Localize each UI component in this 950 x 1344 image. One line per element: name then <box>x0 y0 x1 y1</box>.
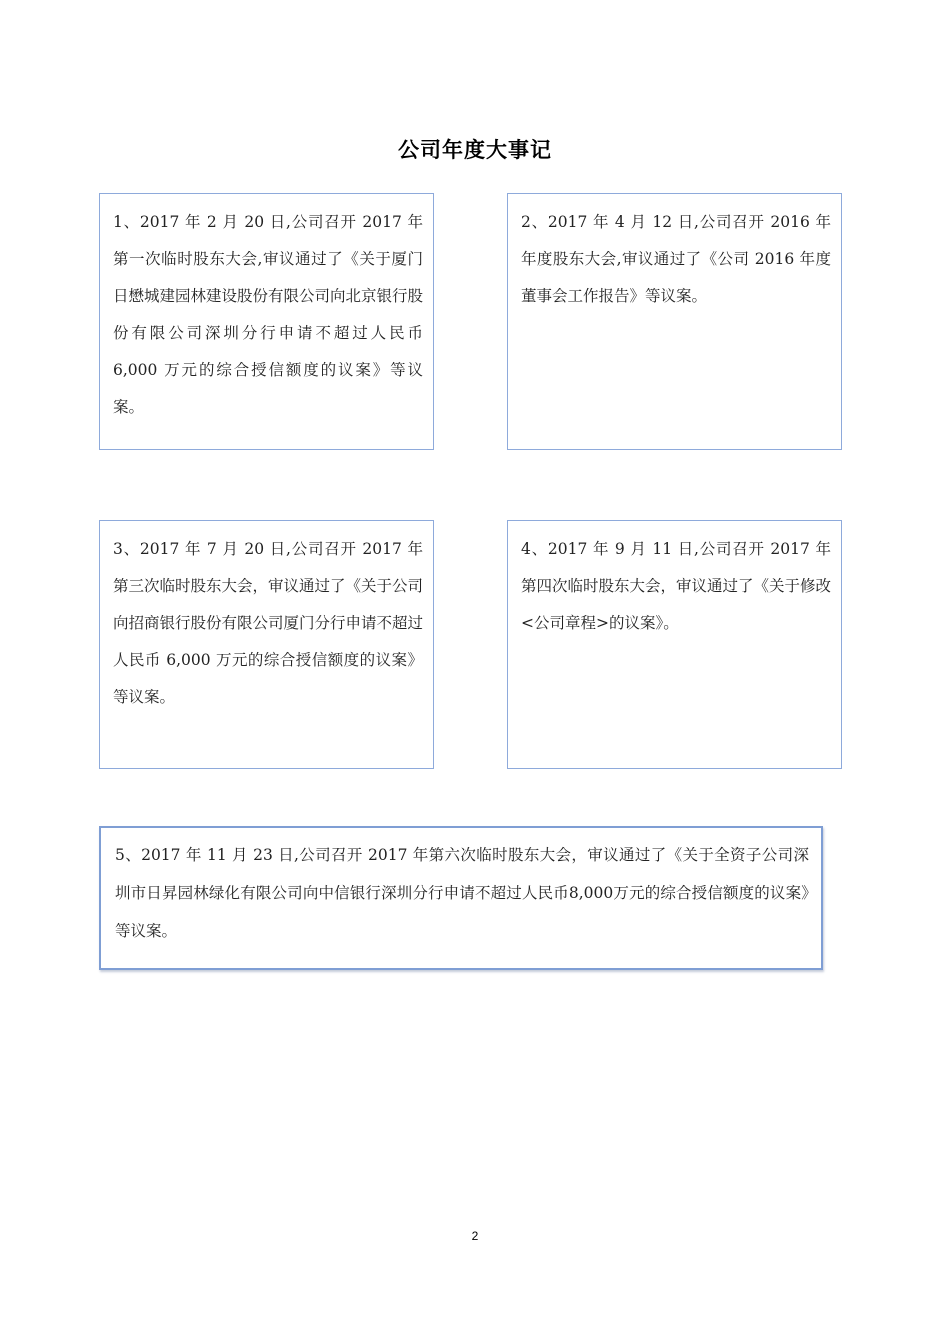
event-box-1: 1、2017 年 2 月 20 日,公司召开 2017 年第一次临时股东大会,审议通过了《关于厦门日懋城建园林建设股份有限公司向北京银行股份有限公司深圳分行申请不超过人民币 6,000 万元的综合授信额度的议案》等议案。 <box>99 193 434 450</box>
event-box-5: 5、2017 年 11 月 23 日,公司召开 2017 年第六次临时股东大会，审议通过了《关于全资子公司深圳市日昇园林绿化有限公司向中信银行深圳分行申请不超过人民币8,000万元的综合授信额度的议案》等议案。 <box>99 826 823 970</box>
event-box-3: 3、2017 年 7 月 20 日,公司召开 2017 年第三次临时股东大会，审议通过了《关于公司向招商银行股份有限公司厦门分行申请不超过人民币 6,000 万元的综合授信额度的议案》等议案。 <box>99 520 434 769</box>
page-number: 2 <box>471 1229 479 1243</box>
event-box-2: 2、2017 年 4 月 12 日,公司召开 2016 年年度股东大会,审议通过了《公司 2016 年度董事会工作报告》等议案。 <box>507 193 842 450</box>
event-box-4: 4、2017 年 9 月 11 日,公司召开 2017 年第四次临时股东大会，审议通过了《关于修改<公司章程>的议案》。 <box>507 520 842 769</box>
page-title: 公司年度大事记 <box>398 138 552 162</box>
